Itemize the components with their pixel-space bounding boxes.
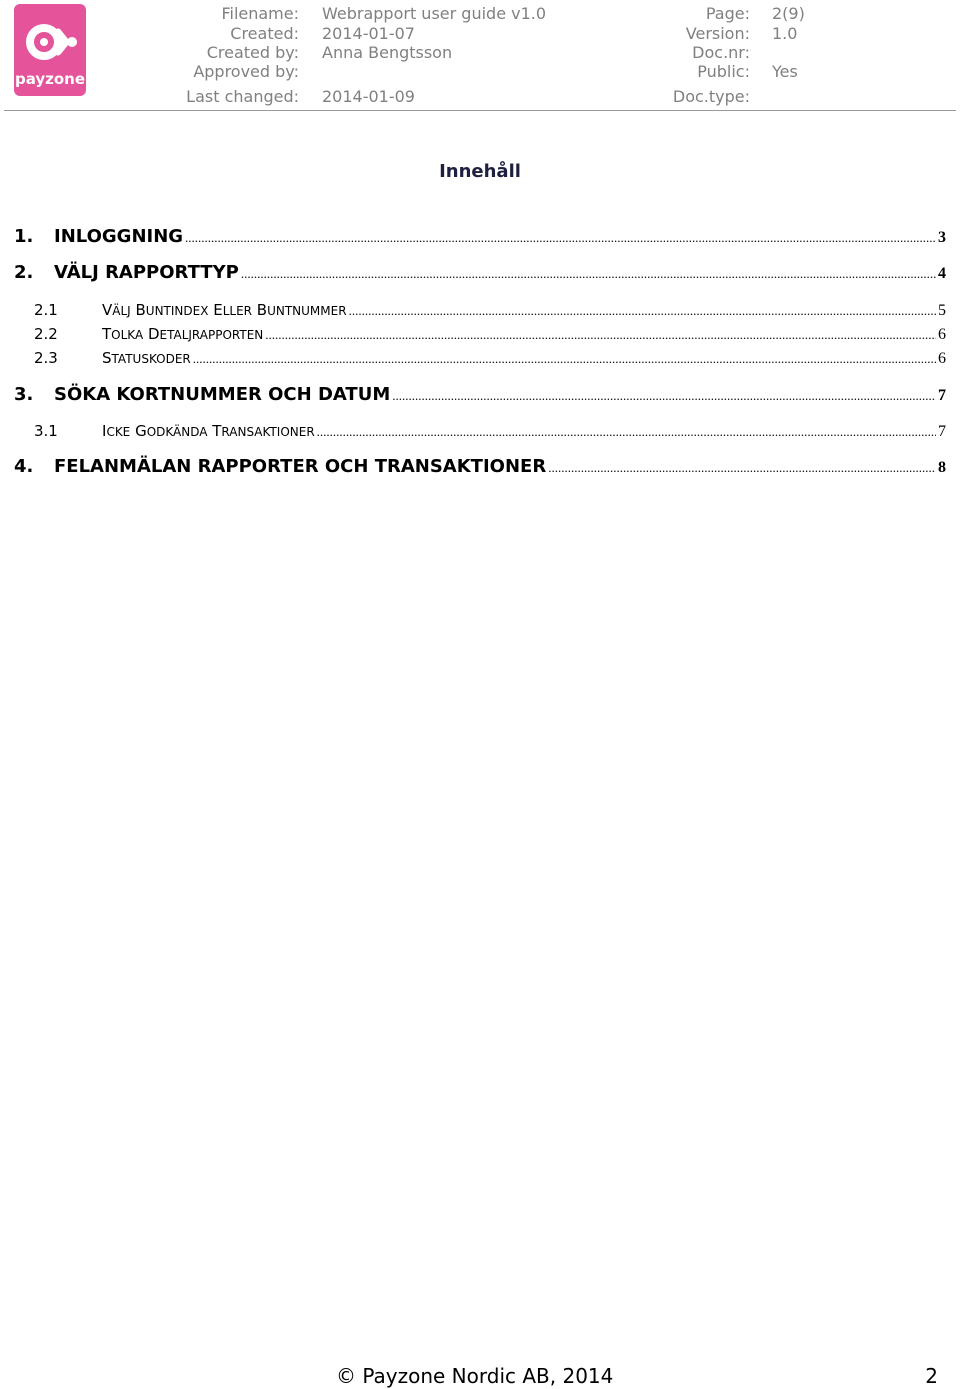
toc-entry[interactable] [14,456,946,477]
toc-entry[interactable] [14,226,946,247]
header-label-version: Version: [685,24,750,43]
toc-entry-title: TOLKA DETALJRAPPORTEN [102,325,264,343]
toc-entry[interactable] [14,384,946,405]
header-label-doc-type: Doc.type: [672,87,750,106]
header-label-approved-by: Approved by: [193,62,299,81]
header-label-created-by: Created by: [206,43,299,62]
toc-entry-number: 3. [14,384,34,405]
toc-leader-dots [548,456,936,477]
header-value-version: 1.0 [772,24,798,43]
header-label-public: Public: [697,62,750,81]
toc-entry-number: 4. [14,456,34,477]
toc-entry-title: VÄLJ BUNTINDEX ELLER BUNTNUMMER [102,301,347,319]
toc-entry-page: 3 [938,229,946,246]
toc-entry-page: 6 [938,350,946,367]
toc-entry-number: 2.2 [34,325,58,343]
toc-leader-dots [349,303,936,320]
toc-entry-number: 2.1 [34,301,58,319]
header-value-created-by: Anna Bengtsson [322,43,453,62]
toc-leader-dots [241,262,936,283]
toc-entry[interactable] [14,262,946,283]
toc-entry-title: STATUSKODER [102,349,191,367]
toc-entry-page: 6 [938,326,946,343]
toc-entry-title: SÖKA KORTNUMMER OCH DATUM [54,384,391,405]
toc-entry[interactable] [14,325,946,344]
payzone-logo [14,4,86,96]
payzone-logo-mark-icon [14,4,86,70]
toc-entry-page: 5 [938,302,946,319]
header-label-last-changed: Last changed: [186,87,299,106]
toc-entry-title: FELANMÄLAN RAPPORTER OCH TRANSAKTIONER [54,456,547,477]
toc-entry-number: 3.1 [34,422,58,440]
toc-title: Innehåll [439,161,521,182]
header-value-page: 2(9) [772,4,805,23]
toc-entry-title: ICKE GODKÄNDA TRANSAKTIONER [102,422,315,440]
toc-leader-dots [392,384,936,405]
footer-copyright: © Payzone Nordic AB, 2014 [336,1364,614,1388]
toc-entry-number: 2.3 [34,349,58,367]
header-value-filename: Webrapport user guide v1.0 [322,4,547,23]
header-value-created: 2014-01-07 [322,24,415,43]
toc-entry-number: 2. [14,262,34,283]
toc-entry-page: 8 [938,459,946,476]
header-value-last-changed: 2014-01-09 [322,87,415,106]
header-label-filename: Filename: [221,4,299,23]
toc-entry-title: VÄLJ RAPPORTTYP [54,262,239,283]
toc-leader-dots [317,424,936,441]
toc-entry-page: 7 [938,423,946,440]
toc-entry-page: 4 [938,265,946,282]
toc-leader-dots [193,351,936,368]
toc-leader-dots [265,327,936,344]
toc-entry[interactable] [14,349,946,368]
header-label-created: Created: [230,24,299,43]
toc-entry[interactable] [14,301,946,320]
header-value-public: Yes [772,62,798,81]
header-divider [4,110,956,111]
toc-entry-title: INLOGGNING [54,226,184,247]
toc-entry-page: 7 [938,387,946,404]
header-label-page: Page: [705,4,750,23]
toc-entry[interactable] [14,422,946,441]
toc-entry-number: 1. [14,226,34,247]
toc-leader-dots [185,226,936,247]
footer-page-number: 2 [925,1364,938,1388]
header-label-doc-nr: Doc.nr: [692,43,750,62]
logo-text: payzone [14,70,86,88]
